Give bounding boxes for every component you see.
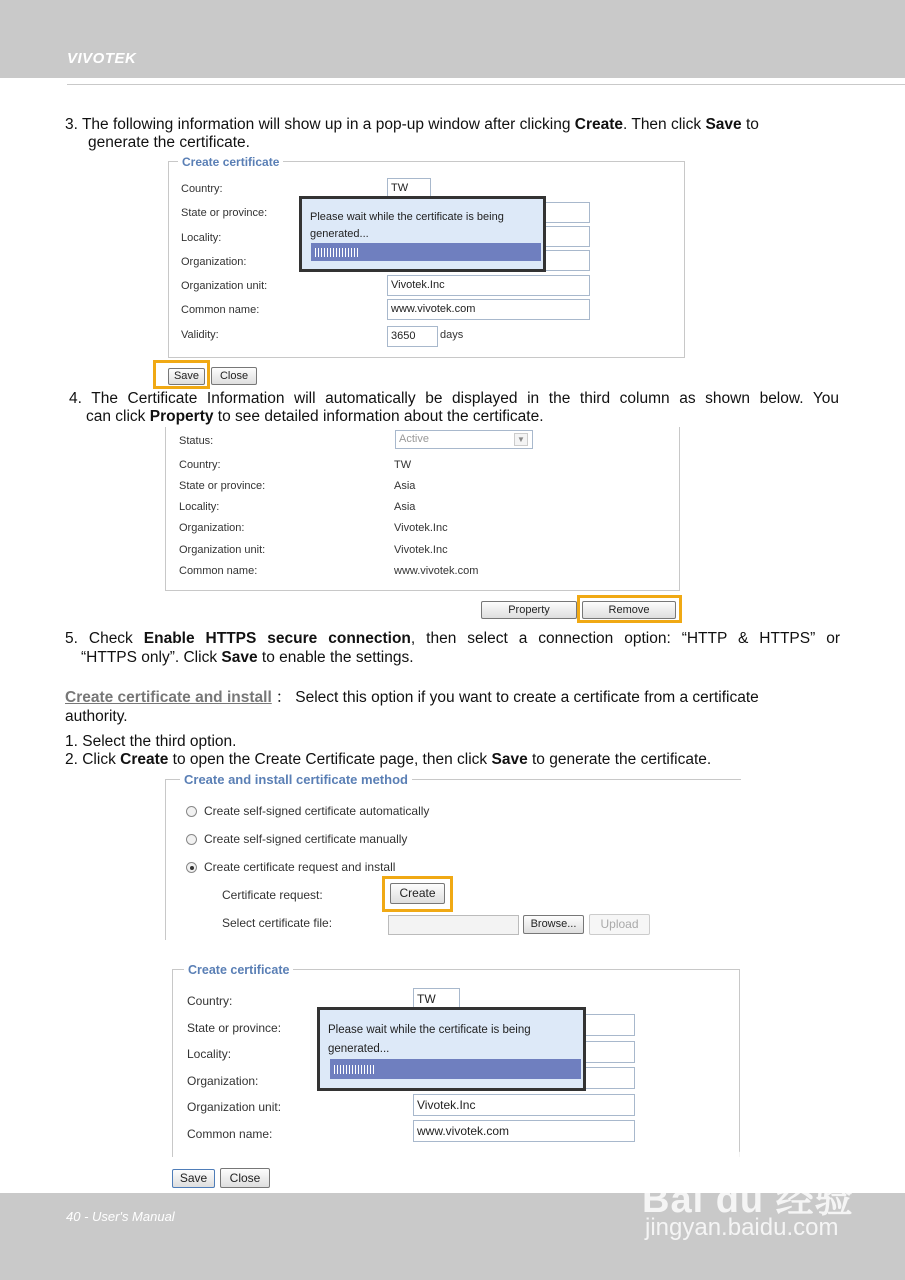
progress-bar xyxy=(311,243,541,261)
section-intro: Create certificate and install ： Select this option if you want to create a certificate from a certificate xyxy=(65,689,759,706)
org-unit-input[interactable]: Vivotek.Inc xyxy=(387,275,590,296)
option-auto-radio[interactable] xyxy=(186,806,197,817)
brand-title: VIVOTEK xyxy=(67,50,137,67)
option-request-label[interactable]: Create certificate request and install xyxy=(204,860,396,874)
select-file-label: Select certificate file: xyxy=(222,916,333,930)
section-link[interactable]: Create certificate and install xyxy=(65,689,272,706)
country-label: Country: xyxy=(181,183,223,195)
info-locality-label: Locality: xyxy=(179,501,220,513)
locality-label: Locality: xyxy=(181,232,222,244)
save-button-2[interactable]: Save xyxy=(172,1169,215,1188)
cert-request-label: Certificate request: xyxy=(222,888,323,902)
save-button[interactable]: Save xyxy=(168,368,205,385)
org-unit-label-2: Organization unit: xyxy=(187,1100,282,1114)
step4-line2: can click Property to see detailed information about the certificate. xyxy=(86,408,544,425)
save-highlight xyxy=(153,360,210,389)
close-button-2[interactable]: Close xyxy=(220,1168,270,1188)
watermark-logo: Bai du 经验 xyxy=(642,1179,854,1221)
progress-bar-2 xyxy=(330,1059,581,1079)
method-legend: Create and install certificate method xyxy=(180,772,412,787)
page-number: 40 - User's Manual xyxy=(66,1209,175,1224)
popup-message: Please wait while the certificate is being xyxy=(310,211,504,223)
option-auto-label[interactable]: Create self-signed certificate automatically xyxy=(204,804,430,818)
step3-line1: 3. The following information will show up in a pop-up window after clicking Create. Then click Save to xyxy=(65,116,759,133)
status-label: Status: xyxy=(179,435,214,447)
info-country-label: Country: xyxy=(179,459,221,471)
step-b2: 2. Click Create to open the Create Certificate page, then click Save to generate the certificate. xyxy=(65,751,712,768)
watermark-url: jingyan.baidu.com xyxy=(645,1214,839,1241)
status-select[interactable]: Active xyxy=(395,430,533,449)
property-button[interactable]: Property xyxy=(481,601,577,619)
popup-message-cont: generated... xyxy=(310,228,369,240)
state-label: State or province: xyxy=(181,207,268,219)
info-org-unit-label: Organization unit: xyxy=(179,544,266,556)
browse-button[interactable]: Browse... xyxy=(523,915,584,934)
popup-message-2-cont: generated... xyxy=(328,1043,390,1055)
state-label-2: State or province: xyxy=(187,1021,282,1035)
organization-label-2: Organization: xyxy=(187,1074,259,1088)
organization-label: Organization: xyxy=(181,256,247,268)
common-name-label: Common name: xyxy=(181,304,260,316)
create-highlight xyxy=(382,876,453,912)
step3-line2: generate the certificate. xyxy=(88,134,250,151)
info-common-name-label: Common name: xyxy=(179,565,258,577)
popup-message-2: Please wait while the certificate is being xyxy=(328,1024,531,1036)
info-organization-value: Vivotek.Inc xyxy=(394,522,448,534)
org-unit-input-2[interactable]: Vivotek.Inc xyxy=(413,1094,635,1116)
info-state-label: State or province: xyxy=(179,480,266,492)
close-button[interactable]: Close xyxy=(211,367,257,385)
days-label: days xyxy=(440,329,464,341)
step4-line1: 4. The Certificate Information will automatically be displayed in the third column as shown below. You xyxy=(69,390,839,407)
step5-line1: 5. Check Enable HTTPS secure connection, then select a connection option: “HTTP & HTTPS” or xyxy=(65,630,840,647)
cert-file-input[interactable] xyxy=(388,915,519,935)
progress-popup xyxy=(299,196,546,272)
progress-fill xyxy=(315,248,359,257)
chevron-down-icon: ▼ xyxy=(514,433,528,446)
country-label-2: Country: xyxy=(187,994,233,1008)
remove-button[interactable]: Remove xyxy=(582,601,676,619)
info-country-value: TW xyxy=(394,459,412,471)
section-intro-cont: authority. xyxy=(65,708,128,725)
progress-popup-2 xyxy=(317,1007,586,1091)
info-state-value: Asia xyxy=(394,480,416,492)
info-org-unit-value: Vivotek.Inc xyxy=(394,544,448,556)
locality-label-2: Locality: xyxy=(187,1047,232,1061)
remove-highlight xyxy=(577,595,682,623)
common-name-input-2[interactable]: www.vivotek.com xyxy=(413,1120,635,1142)
option-request-radio[interactable] xyxy=(186,862,197,873)
header-rule xyxy=(67,84,905,85)
country-input[interactable]: TW xyxy=(387,178,431,199)
org-unit-label: Organization unit: xyxy=(181,280,268,292)
validity-label: Validity: xyxy=(181,329,219,341)
progress-fill-2 xyxy=(334,1065,376,1074)
create-certificate-legend-2: Create certificate xyxy=(184,963,293,977)
upload-button[interactable]: Upload xyxy=(589,914,650,935)
info-organization-label: Organization: xyxy=(179,522,245,534)
country-input-2[interactable]: TW xyxy=(413,988,460,1010)
info-common-name-value: www.vivotek.com xyxy=(394,565,479,577)
common-name-input[interactable]: www.vivotek.com xyxy=(387,299,590,320)
option-manual-radio[interactable] xyxy=(186,834,197,845)
option-manual-label[interactable]: Create self-signed certificate manually xyxy=(204,832,408,846)
step5-line2: “HTTPS only”. Click Save to enable the settings. xyxy=(81,649,414,666)
create-button[interactable]: Create xyxy=(390,883,445,904)
validity-input[interactable]: 3650 xyxy=(387,326,438,347)
common-name-label-2: Common name: xyxy=(187,1127,273,1141)
step-b1: 1. Select the third option. xyxy=(65,733,237,750)
create-certificate-legend: Create certificate xyxy=(178,155,283,169)
info-locality-value: Asia xyxy=(394,501,416,513)
